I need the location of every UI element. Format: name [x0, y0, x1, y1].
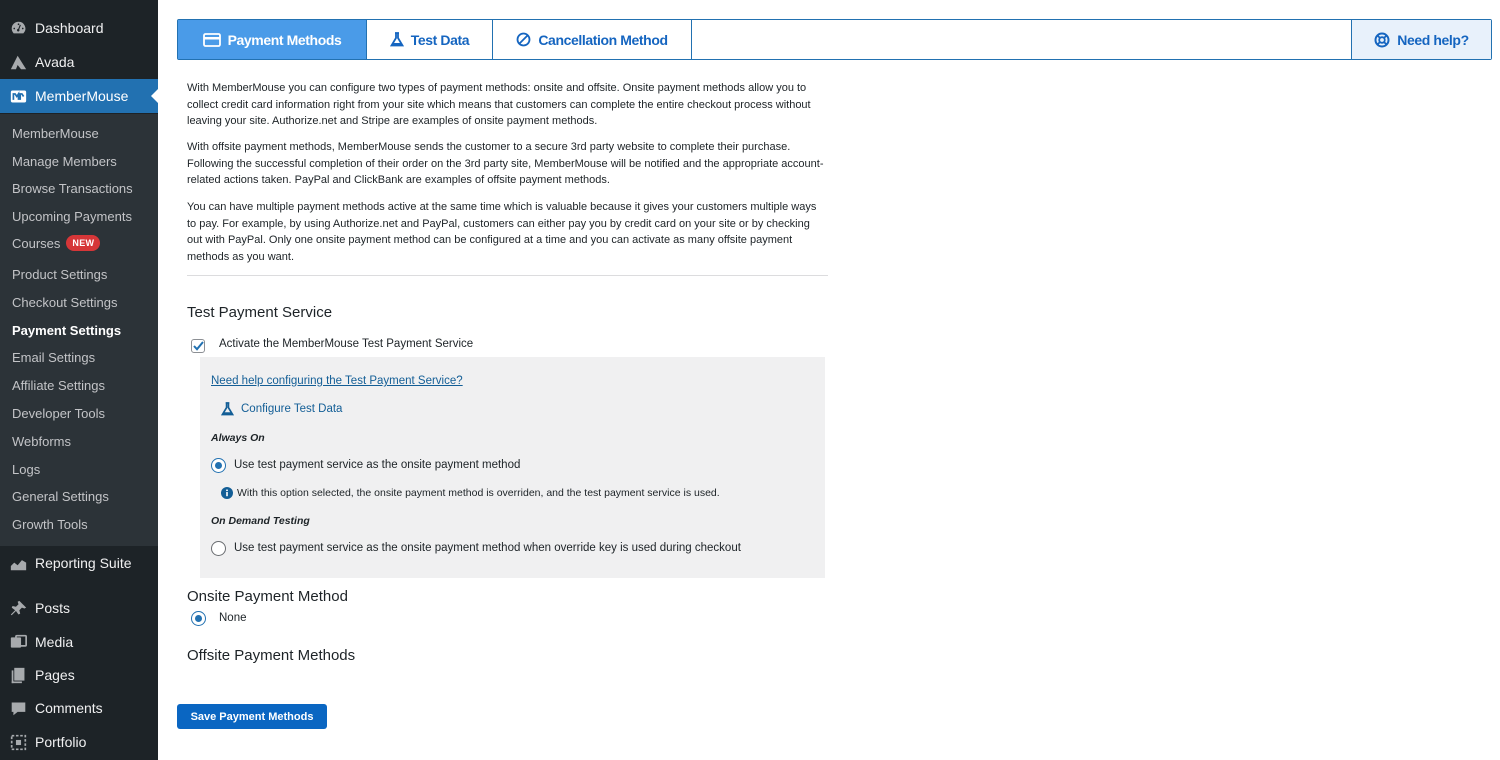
submenu-item-browse-transactions[interactable]: Browse Transactions: [12, 181, 133, 196]
sidebar-item-media[interactable]: [0, 625, 158, 659]
comment-icon: [9, 699, 27, 717]
membermouse-icon: [9, 87, 27, 105]
pages-icon: [9, 666, 27, 684]
save-payment-methods-button[interactable]: Save Payment Methods: [177, 704, 327, 729]
settings-tabbar: [177, 19, 1492, 60]
submenu-item-manage-members[interactable]: Manage Members: [12, 154, 117, 169]
activate-test-service-checkbox[interactable]: [191, 339, 205, 353]
pin-icon: [9, 599, 27, 617]
flask-icon: [390, 32, 404, 47]
configure-test-data-link[interactable]: Configure Test Data: [221, 402, 342, 416]
always-on-radio[interactable]: [211, 458, 226, 473]
activate-test-service-label: Activate the MemberMouse Test Payment Service: [219, 338, 474, 350]
sidebar-item-pages[interactable]: [0, 658, 158, 692]
on-demand-testing-label: On Demand Testing: [211, 515, 310, 527]
tab-test-data[interactable]: Test Data: [367, 20, 493, 59]
info-icon: [221, 487, 233, 499]
submenu-item-product-settings[interactable]: Product Settings: [12, 267, 108, 282]
sidebar-item-reporting-suite[interactable]: [0, 546, 158, 580]
sidebar-item-label: Media: [35, 634, 74, 650]
checkmark-icon: [193, 341, 204, 351]
submenu-item-growth-tools[interactable]: Growth Tools: [12, 517, 88, 532]
lifebuoy-icon: [1374, 32, 1390, 48]
intro-paragraph-multiple: You can have multiple payment methods active at the same time which is valuable because it gives your customers multiple ways to pay. For example, by using Authorize.net and PayPal, customers can either pay you by credit card on your site or by checking out with PayPal. Only one onsite payment method can be configured at a time and you can activate as many offsite payment methods as you want.: [187, 201, 817, 263]
new-badge: NEW: [66, 235, 100, 251]
membermouse-submenu: [0, 114, 158, 546]
submenu-item-membermouse[interactable]: MemberMouse: [12, 126, 99, 141]
sidebar-item-comments[interactable]: [0, 691, 158, 725]
submenu-item-checkout-settings[interactable]: Checkout Settings: [12, 295, 118, 310]
submenu-item-affiliate-settings[interactable]: Affiliate Settings: [12, 378, 105, 393]
chart-icon: [9, 554, 27, 572]
always-on-option-label: Use test payment service as the onsite payment method: [234, 459, 521, 471]
on-demand-radio[interactable]: [211, 541, 226, 556]
media-icon: [9, 633, 27, 651]
sidebar-item-label: Dashboard: [35, 20, 104, 36]
sidebar-item-label: Pages: [35, 667, 75, 683]
tab-cancellation-method[interactable]: Cancellation Method: [493, 20, 692, 59]
dashboard-icon: [9, 19, 27, 37]
submenu-item-general-settings[interactable]: General Settings: [12, 489, 109, 504]
sidebar-item-portfolio[interactable]: [0, 725, 158, 759]
sidebar-item-label: Posts: [35, 600, 71, 616]
onsite-payment-method-heading: Onsite Payment Method: [187, 588, 348, 605]
submenu-item-developer-tools[interactable]: Developer Tools: [12, 406, 105, 421]
submenu-item-logs[interactable]: Logs: [12, 462, 41, 477]
need-help-button[interactable]: Need help?: [1351, 20, 1491, 59]
submenu-item-courses[interactable]: Courses NEW: [12, 235, 100, 251]
sidebar-item-membermouse[interactable]: [0, 79, 158, 113]
on-demand-option-label: Use test payment service as the onsite payment method when override key is used during checkout: [234, 542, 741, 554]
onsite-none-radio[interactable]: [191, 611, 206, 626]
sidebar-item-label: Reporting Suite: [35, 555, 132, 571]
offsite-payment-methods-heading: Offsite Payment Methods: [187, 647, 356, 664]
portfolio-icon: [9, 733, 27, 751]
always-on-note: With this option selected, the onsite payment method is overriden, and the test payment service is used.: [221, 487, 720, 499]
sidebar-item-posts[interactable]: [0, 591, 158, 625]
sidebar-item-label: Avada: [35, 54, 75, 70]
sidebar-item-label: Portfolio: [35, 734, 87, 750]
test-payment-service-heading: Test Payment Service: [187, 304, 333, 321]
section-divider: [187, 275, 828, 276]
sidebar-item-label: Comments: [35, 700, 103, 716]
ban-icon: [516, 32, 531, 47]
test-service-help-link[interactable]: Need help configuring the Test Payment Service?: [211, 375, 463, 387]
sidebar-item-label: MemberMouse: [35, 88, 129, 104]
always-on-label: Always On: [211, 432, 265, 444]
sidebar-item-dashboard[interactable]: [0, 11, 158, 45]
sidebar-item-avada[interactable]: [0, 45, 158, 79]
credit-card-icon: [203, 33, 221, 47]
intro-paragraph-offsite: With offsite payment methods, MemberMouse sends the customer to a secure 3rd party website to complete their purchase. Following the successful completion of their order on the 3rd party site, MemberMouse will be notified and the appropriate account-related actions taken. PayPal and ClickBank are examples of offsite payment methods.: [187, 141, 824, 186]
tab-payment-methods[interactable]: Payment Methods: [178, 20, 367, 59]
onsite-none-label: None: [219, 612, 247, 624]
avada-icon: [9, 53, 27, 71]
submenu-item-email-settings[interactable]: Email Settings: [12, 350, 96, 365]
submenu-item-upcoming-payments[interactable]: Upcoming Payments: [12, 209, 132, 224]
intro-paragraph-onsite: With MemberMouse you can configure two types of payment methods: onsite and offsite. Onsite payment methods allow you to collect credit card information right from your site which means that customers can complete the entire checkout process without leaving your site. Authorize.net and Stripe are examples of onsite payment methods.: [187, 82, 811, 127]
submenu-item-payment-settings[interactable]: Payment Settings: [12, 323, 122, 338]
submenu-item-webforms[interactable]: Webforms: [12, 434, 71, 449]
flask-icon: [221, 402, 234, 416]
admin-sidebar: [0, 0, 158, 760]
